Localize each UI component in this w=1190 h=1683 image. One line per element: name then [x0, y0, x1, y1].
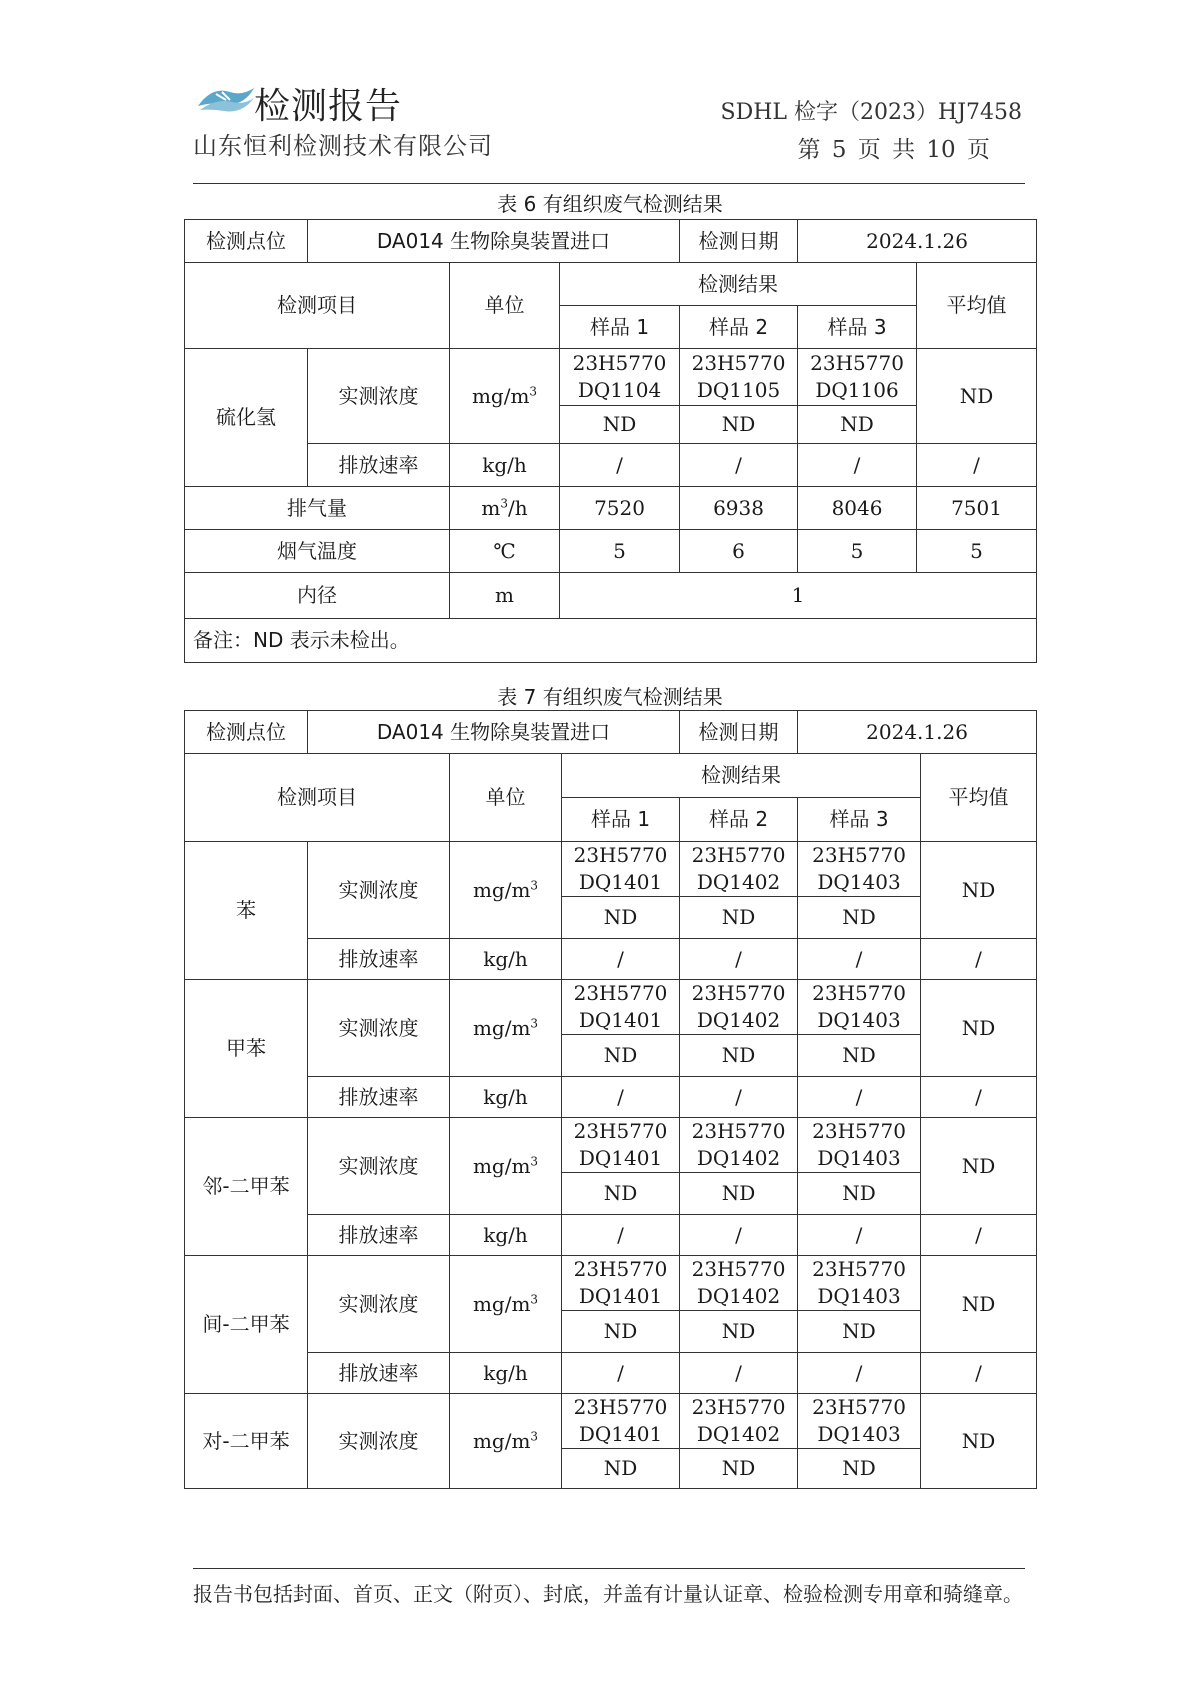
rate-avg: /: [921, 1353, 1037, 1394]
sample-id: 23H5770 DQ1402: [680, 980, 798, 1035]
rate-label: 排放速率: [308, 1077, 450, 1118]
sample-id: 23H5770 DQ1402: [680, 1394, 798, 1449]
result-value: ND: [562, 1173, 680, 1215]
compound-name: 间-二甲苯: [185, 1256, 308, 1394]
temp-value: 5: [798, 530, 917, 573]
table7-caption: 表 7 有组织废气检测结果: [497, 685, 723, 709]
rate-unit: kg/h: [450, 1215, 562, 1256]
rate-value: /: [680, 1215, 798, 1256]
rate-label: 排放速率: [308, 1353, 450, 1394]
conc-unit: $mg/m^3$: [450, 1394, 562, 1489]
table-row: [185, 349, 1037, 406]
sample2-header: 样品 2: [680, 306, 798, 349]
rate-value: /: [798, 444, 917, 487]
company-name: 山东恒利检测技术有限公司: [193, 132, 493, 160]
flow-avg: 7501: [917, 487, 1037, 530]
sample-id: 23H5770 DQ1402: [680, 1256, 798, 1311]
compound-name: 苯: [185, 842, 308, 980]
table-row: [185, 444, 1037, 487]
report-code: SDHL 检字（2023）HJ7458: [720, 100, 1022, 125]
table6: [184, 219, 1037, 663]
rate-unit: kg/h: [450, 444, 560, 487]
point-value: DA014 生物除臭装置进口: [308, 711, 680, 754]
date-label: 检测日期: [680, 711, 798, 754]
rate-label: 排放速率: [308, 939, 450, 980]
avg-value: ND: [921, 842, 1037, 939]
table6-point-row: [185, 220, 1037, 263]
sample-id: 23H5770 DQ1105: [680, 349, 798, 406]
result-value: ND: [798, 1449, 921, 1489]
result-value: ND: [562, 897, 680, 939]
header-divider: [193, 183, 1025, 184]
table7-point-row: [185, 711, 1037, 754]
flow-value: 7520: [560, 487, 680, 530]
sample-id: 23H5770 DQ1402: [680, 842, 798, 897]
rate-value: /: [680, 1077, 798, 1118]
sample-id: 23H5770 DQ1403: [798, 1118, 921, 1173]
footer-divider: [193, 1568, 1025, 1569]
conc-unit: $mg/m^3$: [450, 980, 562, 1077]
conc-unit: $mg/m^3$: [450, 1256, 562, 1353]
diameter-label: 内径: [185, 573, 450, 619]
temp-value: 5: [560, 530, 680, 573]
avg-header: 平均值: [917, 263, 1037, 349]
table-row: [185, 1353, 1037, 1394]
rate-unit: kg/h: [450, 1077, 562, 1118]
sample-id: 23H5770 DQ1401: [562, 1118, 680, 1173]
sample-id: 23H5770 DQ1403: [798, 1394, 921, 1449]
rate-value: /: [560, 444, 680, 487]
rate-label: 排放速率: [308, 1215, 450, 1256]
point-value: DA014 生物除臭装置进口: [308, 220, 680, 263]
unit-header: 单位: [450, 754, 562, 842]
result-value: ND: [560, 406, 680, 444]
temp-value: 6: [680, 530, 798, 573]
conc-label: 实测浓度: [308, 1256, 450, 1353]
result-value: ND: [680, 1173, 798, 1215]
wave-logo-icon: [196, 80, 256, 116]
compound-name: 邻-二甲苯: [185, 1118, 308, 1256]
rate-label: 排放速率: [308, 444, 450, 487]
conc-label: 实测浓度: [308, 842, 450, 939]
diameter-unit: m: [450, 573, 560, 619]
compound-name: 甲苯: [185, 980, 308, 1118]
point-label: 检测点位: [185, 220, 308, 263]
table-row: [185, 842, 1037, 897]
table-row: [185, 1118, 1037, 1173]
sample-id: 23H5770 DQ1403: [798, 980, 921, 1035]
sample3-header: 样品 3: [798, 306, 917, 349]
sample-id: 23H5770 DQ1104: [560, 349, 680, 406]
result-value: ND: [798, 406, 917, 444]
table-row: [185, 939, 1037, 980]
sample-id: 23H5770 DQ1403: [798, 1256, 921, 1311]
footer-note: 报告书包括封面、首页、正文（附页）、封底，并盖有计量认证章、检验检测专用章和骑缝章。: [193, 1582, 1023, 1606]
avg-header: 平均值: [921, 754, 1037, 842]
result-value: ND: [562, 1449, 680, 1489]
results-header: 检测结果: [560, 263, 917, 306]
unit-header: 单位: [450, 263, 560, 349]
conc-label: 实测浓度: [308, 1394, 450, 1489]
conc-label: 实测浓度: [308, 980, 450, 1077]
sample-id: 23H5770 DQ1403: [798, 842, 921, 897]
result-value: ND: [798, 1035, 921, 1077]
rate-value: /: [680, 444, 798, 487]
date-value: 2024.1.26: [798, 711, 1037, 754]
rate-value: /: [798, 1077, 921, 1118]
result-value: ND: [798, 1311, 921, 1353]
table6-caption: 表 6 有组织废气检测结果: [497, 192, 723, 216]
rate-avg: /: [921, 1077, 1037, 1118]
result-value: ND: [680, 1311, 798, 1353]
item-header: 检测项目: [185, 263, 450, 349]
diameter-row: [185, 573, 1037, 619]
rate-value: /: [562, 1353, 680, 1394]
rate-unit: kg/h: [450, 939, 562, 980]
rate-avg: /: [921, 1215, 1037, 1256]
conc-unit: $mg/m^3$: [450, 349, 560, 444]
table7-body: [185, 842, 1037, 1489]
compound-name: 硫化氢: [185, 349, 308, 487]
compound-name: 对-二甲苯: [185, 1394, 308, 1489]
conc-label: 实测浓度: [308, 1118, 450, 1215]
date-label: 检测日期: [680, 220, 798, 263]
table7-header-row: [185, 754, 1037, 798]
results-header: 检测结果: [562, 754, 921, 798]
date-value: 2024.1.26: [798, 220, 1037, 263]
flow-unit: $m^3/h$: [450, 487, 560, 530]
page-number: 第 5 页 共 10 页: [797, 137, 990, 163]
avg-value: ND: [917, 349, 1037, 444]
sample-id: 23H5770 DQ1401: [562, 980, 680, 1035]
rate-value: /: [798, 1215, 921, 1256]
result-value: ND: [562, 1311, 680, 1353]
rate-unit: kg/h: [450, 1353, 562, 1394]
rate-value: /: [798, 1353, 921, 1394]
rate-value: /: [680, 1353, 798, 1394]
sample3-header: 样品 3: [798, 798, 921, 842]
note-row: [185, 619, 1037, 663]
avg-value: ND: [921, 1118, 1037, 1215]
table-row: [185, 980, 1037, 1035]
sample-id: 23H5770 DQ1401: [562, 1256, 680, 1311]
rate-avg: /: [917, 444, 1037, 487]
sample-id: 23H5770 DQ1401: [562, 842, 680, 897]
result-value: ND: [680, 406, 798, 444]
avg-value: ND: [921, 980, 1037, 1077]
result-value: ND: [680, 897, 798, 939]
result-value: ND: [680, 1449, 798, 1489]
rate-value: /: [562, 939, 680, 980]
flow-row: [185, 487, 1037, 530]
rate-value: /: [680, 939, 798, 980]
conc-label: 实测浓度: [308, 349, 450, 444]
item-header: 检测项目: [185, 754, 450, 842]
avg-value: ND: [921, 1256, 1037, 1353]
sample1-header: 样品 1: [560, 306, 680, 349]
diameter-value: 1: [560, 573, 1037, 619]
sample1-header: 样品 1: [562, 798, 680, 842]
result-value: ND: [562, 1035, 680, 1077]
avg-value: ND: [921, 1394, 1037, 1489]
table6-header-row: [185, 263, 1037, 306]
table7: [184, 710, 1037, 1489]
sample2-header: 样品 2: [680, 798, 798, 842]
flow-label: 排气量: [185, 487, 450, 530]
table-row: [185, 1077, 1037, 1118]
table6-note: 备注：ND 表示未检出。: [185, 619, 1037, 663]
rate-avg: /: [921, 939, 1037, 980]
flow-value: 8046: [798, 487, 917, 530]
table-row: [185, 1394, 1037, 1449]
rate-value: /: [798, 939, 921, 980]
table-row: [185, 1215, 1037, 1256]
temp-row: [185, 530, 1037, 573]
rate-value: /: [562, 1077, 680, 1118]
temp-avg: 5: [917, 530, 1037, 573]
table-row: [185, 1256, 1037, 1311]
flow-value: 6938: [680, 487, 798, 530]
sample-id: 23H5770 DQ1401: [562, 1394, 680, 1449]
temp-label: 烟气温度: [185, 530, 450, 573]
result-value: ND: [798, 897, 921, 939]
rate-value: /: [562, 1215, 680, 1256]
report-title: 检测报告: [254, 86, 403, 127]
conc-unit: $mg/m^3$: [450, 1118, 562, 1215]
temp-unit: ℃: [450, 530, 560, 573]
conc-unit: $mg/m^3$: [450, 842, 562, 939]
result-value: ND: [680, 1035, 798, 1077]
sample-id: 23H5770 DQ1402: [680, 1118, 798, 1173]
sample-id: 23H5770 DQ1106: [798, 349, 917, 406]
result-value: ND: [798, 1173, 921, 1215]
point-label: 检测点位: [185, 711, 308, 754]
